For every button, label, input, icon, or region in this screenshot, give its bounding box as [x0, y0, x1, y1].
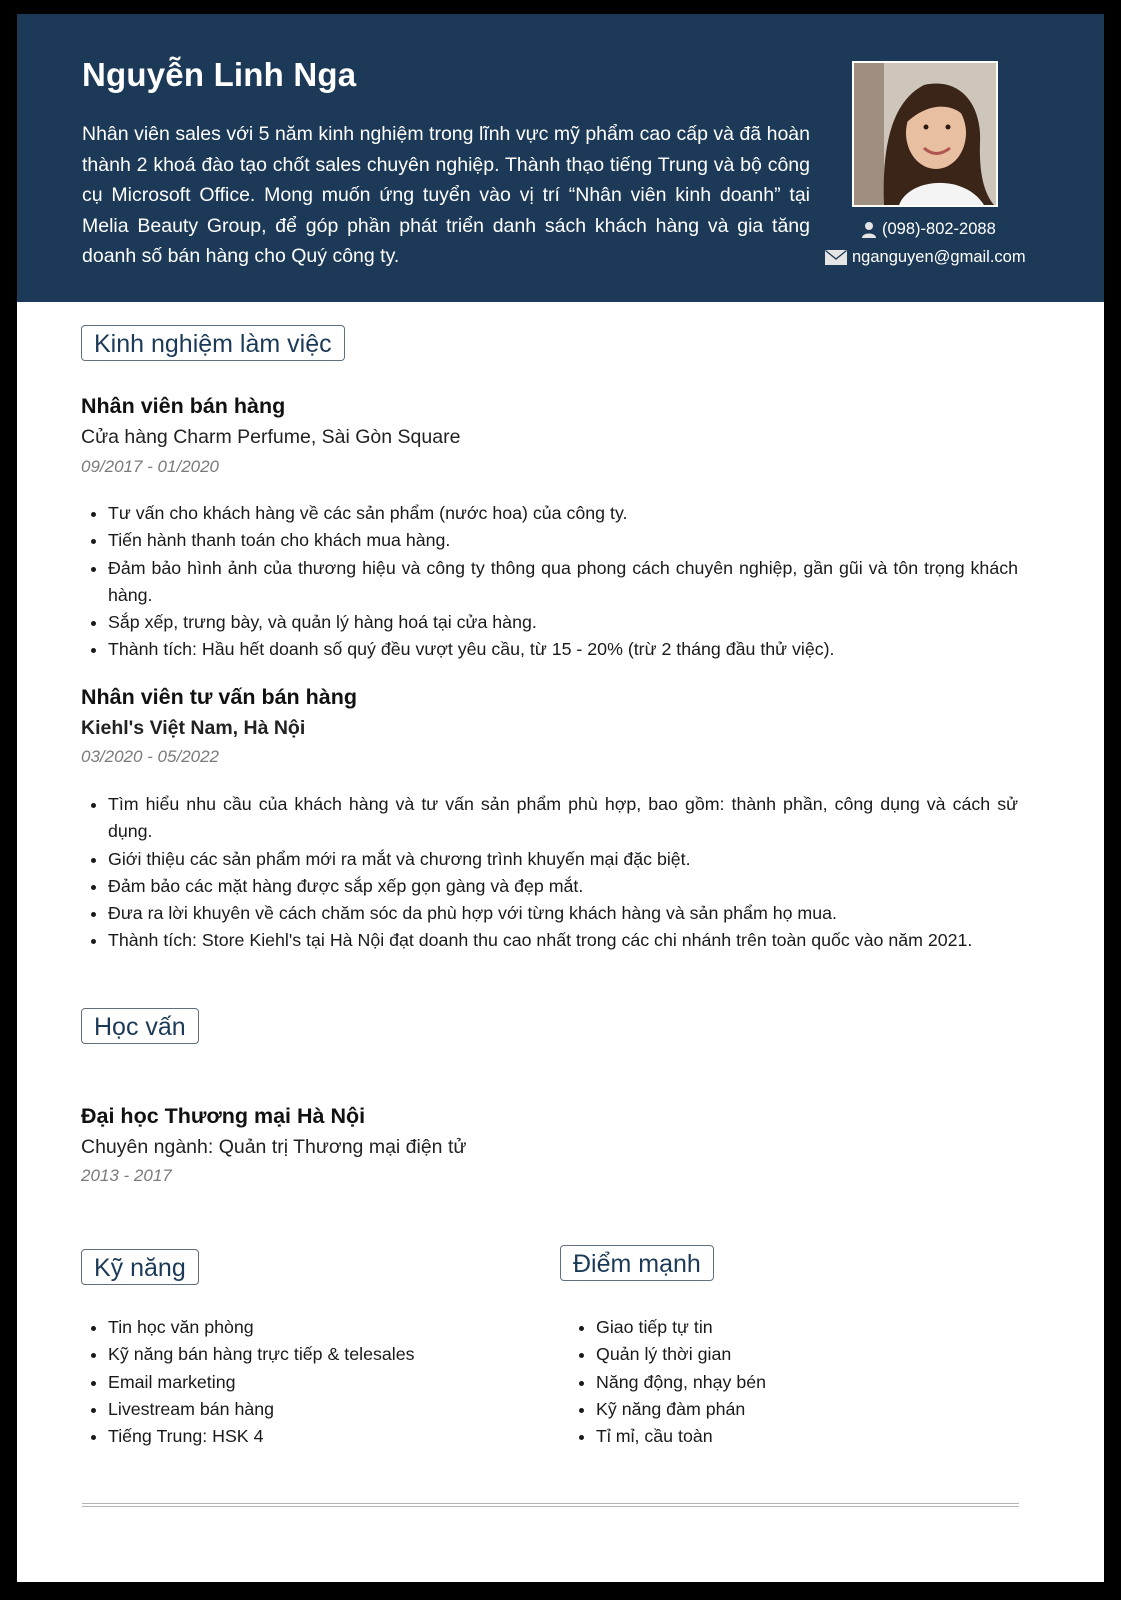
- career-summary: Nhân viên sales với 5 năm kinh nghiệm trong lĩnh vực mỹ phẩm cao cấp và đã hoàn thành 2 khoá đào tạo chốt sales chuyên nghiệp. Thành thạo tiếng Trung và bộ công cụ Microsoft Office. Mong muốn ứng tuyển vào vị trí “Nhân viên kinh doanh” tại Melia Beauty Group, để góp phần phát triển danh sách khách hàng và gia tăng doanh số bán hàng cho Quý công ty.: [82, 123, 810, 267]
- list-item: • Thành tích: Hầu hết doanh số quý đều vượt yêu cầu, từ 15 - 20% (trừ 2 tháng đầu thử việc).: [108, 636, 1018, 663]
- list-item: • Kỹ năng bán hàng trực tiếp & telesales: [108, 1341, 528, 1368]
- job-responsibilities: [81, 500, 1018, 664]
- job-title: Nhân viên bán hàng: [81, 394, 286, 418]
- list-item: • Tỉ mỉ, cầu toàn: [596, 1423, 1016, 1450]
- candidate-name: Nguyễn Linh Nga: [82, 56, 357, 93]
- list-item: • Đưa ra lời khuyên về cách chăm sóc da phù hợp với từng khách hàng và sản phẩm họ mua.: [108, 900, 1018, 927]
- profile-photo: [852, 61, 998, 207]
- portrait-illustration: [854, 63, 996, 205]
- job-company: Kiehl's Việt Nam, Hà Nội: [81, 717, 306, 739]
- list-item: • Đảm bảo các mặt hàng được sắp xếp gọn gàng và đẹp mắt.: [108, 873, 1018, 900]
- school-major: Chuyên ngành: Quản trị Thương mại điện tử: [81, 1136, 467, 1158]
- list-item: • Giao tiếp tự tin: [596, 1314, 1016, 1341]
- skills-list: [81, 1314, 528, 1450]
- footer-divider: [82, 1503, 1019, 1507]
- list-item: • Năng động, nhạy bén: [596, 1369, 1016, 1396]
- experience-heading: Kinh nghiệm làm việc: [81, 325, 345, 361]
- envelope-icon: [825, 250, 847, 265]
- list-item: • Sắp xếp, trưng bày, và quản lý hàng hoá tại cửa hàng.: [108, 609, 1018, 636]
- job-date: 03/2020 - 05/2022: [81, 747, 220, 766]
- email-address: nganguyen@gmail.com: [852, 248, 1026, 266]
- job-company: Cửa hàng Charm Perfume, Sài Gòn Square: [81, 426, 461, 448]
- list-item: • Tiếng Trung: HSK 4: [108, 1423, 528, 1450]
- person-icon: [861, 221, 877, 238]
- phone-number: (098)-802-2088: [882, 220, 996, 238]
- strengths-heading: Điểm mạnh: [560, 1245, 714, 1281]
- job-title: Nhân viên tư vấn bán hàng: [81, 685, 357, 709]
- list-item: • Email marketing: [108, 1369, 528, 1396]
- email-contact[interactable]: [825, 248, 1026, 267]
- list-item: • Kỹ năng đàm phán: [596, 1396, 1016, 1423]
- list-item: • Giới thiệu các sản phẩm mới ra mắt và chương trình khuyến mại đặc biệt.: [108, 846, 1018, 873]
- list-item: • Đảm bảo hình ảnh của thương hiệu và công ty thông qua phong cách chuyên nghiệp, gần gũi và tôn trọng khách hàng.: [108, 555, 1018, 610]
- phone-contact[interactable]: [861, 220, 996, 239]
- job-date: 09/2017 - 01/2020: [81, 457, 220, 476]
- job-responsibilities: [81, 791, 1018, 955]
- school-name: Đại học Thương mại Hà Nội: [81, 1104, 366, 1128]
- list-item: • Livestream bán hàng: [108, 1396, 528, 1423]
- list-item: • Tiến hành thanh toán cho khách mua hàng.: [108, 527, 1018, 554]
- list-item: • Thành tích: Store Kiehl's tại Hà Nội đạt doanh thu cao nhất trong các chi nhánh trên toàn quốc vào năm 2021.: [108, 927, 1018, 954]
- strengths-list: [569, 1314, 1016, 1450]
- skills-heading: Kỹ năng: [81, 1249, 199, 1285]
- education-heading: Học vấn: [81, 1008, 199, 1044]
- list-item: • Tìm hiểu nhu cầu của khách hàng và tư vấn sản phẩm phù hợp, bao gồm: thành phần, công dụng và cách sử dụng.: [108, 791, 1018, 846]
- list-item: • Tin học văn phòng: [108, 1314, 528, 1341]
- resume-header: [17, 14, 1104, 302]
- education-date: 2013 - 2017: [81, 1166, 172, 1185]
- resume-page: [17, 14, 1104, 1582]
- list-item: • Tư vấn cho khách hàng về các sản phẩm (nước hoa) của công ty.: [108, 500, 1018, 527]
- list-item: • Quản lý thời gian: [596, 1341, 1016, 1368]
